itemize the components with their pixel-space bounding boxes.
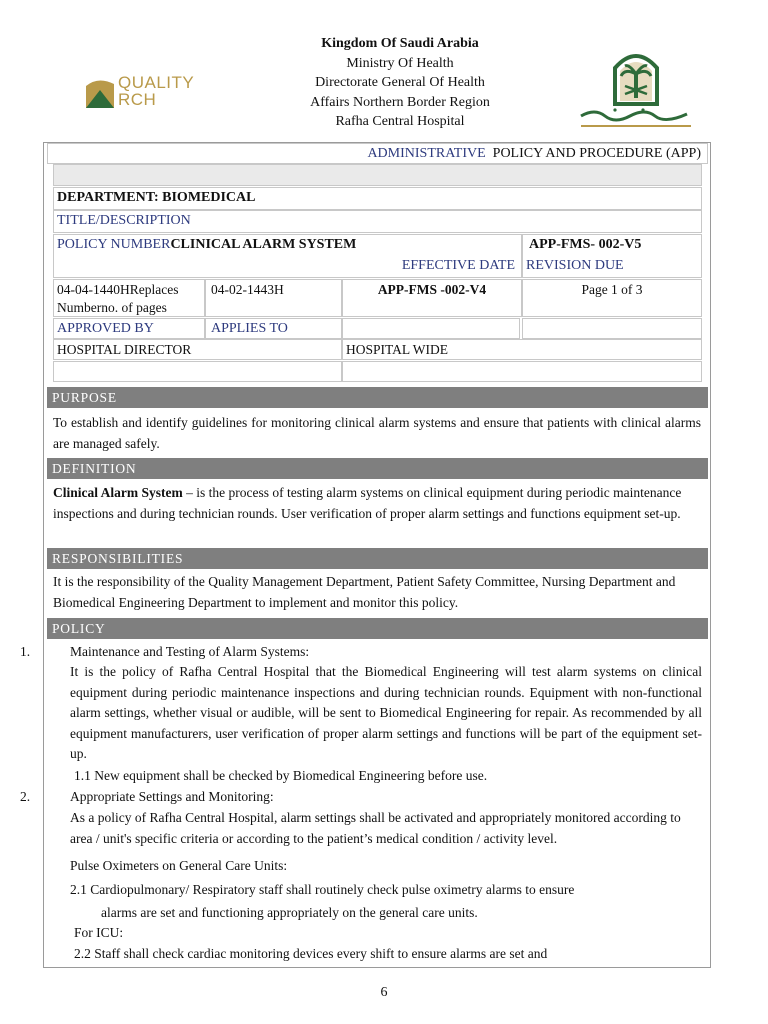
effective-date-value: 04-04-1440H	[57, 282, 130, 297]
empty-cell-d	[342, 361, 702, 382]
policy-item-1-1: 1.1 New equipment shall be checked by Biomedical Engineering before use.	[74, 768, 488, 783]
approved-by-value: HOSPITAL DIRECTOR	[53, 339, 342, 360]
purpose-text: To establish and identify guidelines for monitoring clinical alarm systems and ensure that patients with clinical alarms are managed safely.	[53, 415, 701, 451]
policy-item-2-1-line-1: 2.1 Cardiopulmonary/ Respiratory staff shall routinely check pulse oximetry alarms to ensure	[70, 882, 575, 897]
title-description-cell: TITLE/DESCRIPTION	[53, 210, 702, 233]
form-title-row	[47, 143, 708, 164]
replaces-code-cell: APP-FMS -002-V4	[342, 279, 522, 317]
quality-logo-word: QUALITY	[118, 73, 195, 92]
policy-header: POLICY	[47, 618, 708, 639]
policy-code-cell: APP-FMS- 002-V5	[522, 234, 702, 256]
pulse-oximeters-heading: Pulse Oximeters on General Care Units:	[70, 858, 288, 873]
policy-item-2-1-line-2: alarms are set and functioning appropriately on the general care units.	[101, 905, 478, 920]
empty-cell-c	[53, 361, 342, 382]
responsibilities-header: RESPONSIBILITIES	[47, 548, 708, 569]
revision-date-cell: 04-02-1443H	[205, 279, 342, 317]
form-title-admin: ADMINISTRATIVE	[367, 146, 486, 161]
icu-heading: For ICU:	[74, 925, 124, 940]
department-cell: DEPARTMENT: BIOMEDICAL	[53, 187, 702, 210]
replaces-label: Replaces	[129, 282, 179, 297]
policy-number-cell	[53, 234, 522, 256]
letterhead	[230, 34, 570, 132]
effective-date-cell	[53, 256, 522, 278]
quality-logo-text	[118, 74, 194, 108]
policy-item-2-title: Appropriate Settings and Monitoring:	[70, 789, 274, 804]
letterhead-line-3: Directorate General Of Health	[315, 75, 485, 90]
purpose-header: PURPOSE	[47, 387, 708, 408]
applies-to-value: HOSPITAL WIDE	[342, 339, 702, 360]
applies-to-label: APPLIES TO	[205, 318, 342, 339]
definition-header: DEFINITION	[47, 458, 708, 479]
approved-by-label: APPROVED BY	[53, 318, 205, 339]
definition-text	[53, 483, 723, 524]
empty-cell-a	[342, 318, 520, 339]
number-label: Number	[57, 300, 102, 315]
policy-item-2-2: 2.2 Staff shall check cardiac monitoring devices every shift to ensure alarms are set and	[74, 946, 548, 961]
policy-item-1-title: Maintenance and Testing of Alarm Systems:	[70, 644, 310, 659]
form-title-rest: POLICY AND PROCEDURE (APP)	[492, 146, 701, 161]
policy-number-label: POLICY NUMBER	[57, 237, 171, 252]
effective-date-label: EFFECTIVE DATE	[401, 258, 515, 273]
hospital-emblem-icon	[575, 46, 697, 132]
revision-due-cell: REVISION DUE	[522, 256, 702, 278]
definition-body: – is the process of testing alarm systems on clinical equipment during periodic maintenance inspections and during technician rounds. User verification of proper alarm settings and functions equipment set-up.	[53, 485, 682, 521]
no-of-pages-label: no. of pages	[101, 300, 167, 315]
letterhead-line-1: Kingdom Of Saudi Arabia	[321, 36, 479, 51]
page-of-cell: Page 1 of 3	[522, 279, 702, 317]
empty-cell-b	[522, 318, 702, 339]
policy-item-1-number: 1.	[20, 644, 31, 659]
letterhead-line-4: Affairs Northern Border Region	[310, 94, 490, 110]
responsibilities-text: It is the responsibility of the Quality Management Department, Patient Safety Committee, Nursing Department and Biomedical Engineering Department to implement and monitor this policy.	[53, 574, 676, 610]
dates-replaces-cell	[53, 279, 205, 317]
policy-title: CLINICAL ALARM SYSTEM	[170, 237, 357, 252]
definition-term: Clinical Alarm System	[53, 485, 183, 500]
policy-item-2-text: As a policy of Rafha Central Hospital, alarm settings shall be activated and appropriately monitored according to area / unit's specific criteria or according to the patient’s medical condition / activity level.	[70, 810, 681, 846]
policy-item-2-number: 2.	[20, 789, 31, 804]
letterhead-line-2: Ministry Of Health	[346, 55, 454, 71]
gray-band	[53, 164, 702, 186]
page-number: 6	[380, 985, 388, 1000]
quality-logo-abbrev: RCH	[118, 90, 157, 109]
letterhead-line-5: Rafha Central Hospital	[335, 114, 465, 129]
policy-item-1-text: It is the policy of Rafha Central Hospital that the Biomedical Engineering will test alarm systems on clinical equipment during periodic maintenance inspections and during technician rounds. Equipment with non-functional alarm settings, whether visual or audible, will be sent to Biomedical Engineering for repair. As recommended by all equipment manufacturers, user verification of proper alarm settings and functions will be part of the equipment set-up.	[70, 664, 702, 761]
